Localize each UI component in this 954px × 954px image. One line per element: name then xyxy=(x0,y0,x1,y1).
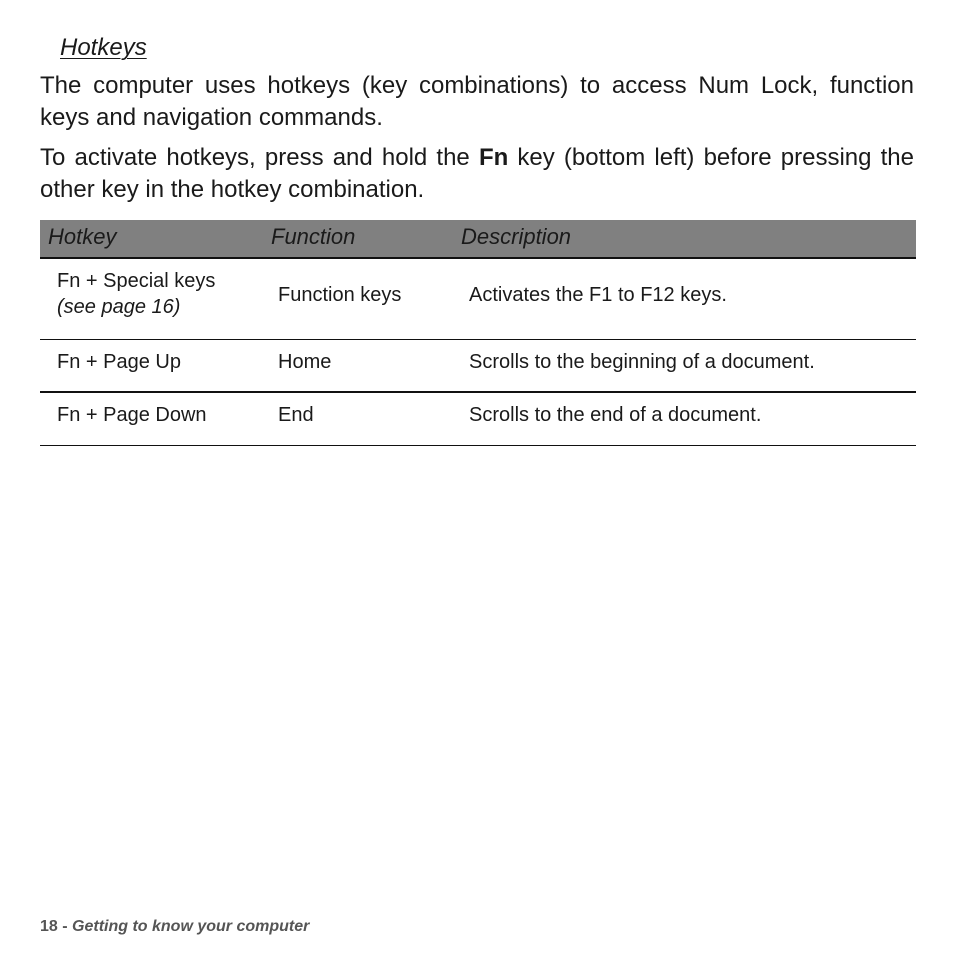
function-cell: End xyxy=(278,404,314,426)
table-row xyxy=(40,259,916,340)
column-header-hotkey: Hotkey xyxy=(48,224,117,249)
hotkey-cell: Fn + Page Down xyxy=(57,404,207,426)
fn-key-label: Fn xyxy=(478,144,509,171)
table-header xyxy=(40,220,916,259)
hotkey-cell xyxy=(57,268,215,320)
function-cell: Function keys xyxy=(278,284,402,306)
instruction-paragraph xyxy=(40,142,914,206)
column-header-function: Function xyxy=(271,224,356,249)
description-cell: Activates the F1 to F12 keys. xyxy=(469,284,727,306)
page-number: 18 xyxy=(40,918,58,935)
chapter-title: Getting to know your computer xyxy=(72,918,310,935)
description-cell: Scrolls to the end of a document. xyxy=(469,404,762,426)
description-cell: Scrolls to the beginning of a document. xyxy=(469,351,815,373)
page-footer xyxy=(40,918,309,936)
function-cell: Home xyxy=(278,351,332,373)
hotkey-text: Fn + Special keys xyxy=(57,270,216,292)
instruction-text-end: key (bottom left) before pressing the other key in the hotkey combination. xyxy=(40,144,914,203)
footer-separator: - xyxy=(57,918,73,935)
hotkey-cell: Fn + Page Up xyxy=(57,351,181,373)
hotkeys-table xyxy=(40,220,916,446)
instruction-text-start: To activate hotkeys, press and hold the xyxy=(40,144,479,171)
column-header-description: Description xyxy=(461,224,572,249)
table-row xyxy=(40,340,916,393)
page-reference-note: (see page 16) xyxy=(57,296,181,318)
table-row xyxy=(40,393,916,446)
intro-paragraph: The computer uses hotkeys (key combinations) to access Num Lock, function keys and navigation commands. xyxy=(40,72,914,131)
section-heading: Hotkeys xyxy=(60,34,147,61)
